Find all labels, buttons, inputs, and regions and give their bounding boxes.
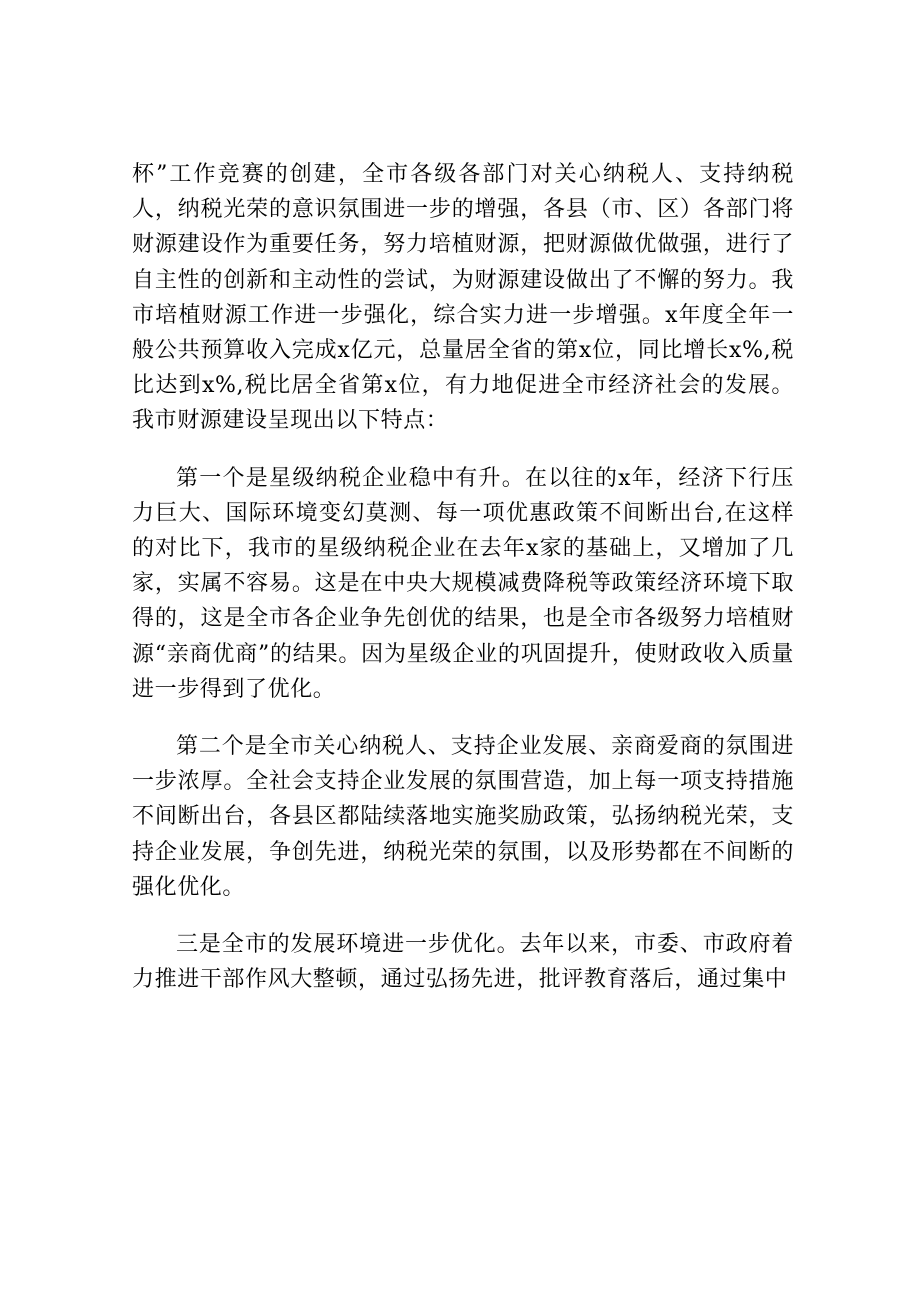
paragraph-star-taxpayers: 第一个是星级纳税企业稳中有升。在以往的x年，经济下行压力巨大、国际环境变幻莫测、每一项优惠政策不间断出台,在这样的对比下，我市的星级纳税企业在去年x家的基础上，又增加了几家，实属不容易。这是在中央大规模减费降税等政策经济环境下取得的，这是全市各企业争先创优的结果，也是全市各级努力培植财源“亲商优商”的结果。因为星级企业的巩固提升，使财政收入质量进一步得到了优化。 <box>132 465 794 702</box>
document-body <box>132 157 794 1019</box>
paragraph-continuation: 杯”工作竞赛的创建，全市各级各部门对关心纳税人、支持纳税人，纳税光荣的意识氛围进一步的增强，各县（市、区）各部门将财源建设作为重要任务，努力培植财源，把财源做优做强，进行了自主性的创新和主动性的尝试，为财源建设做出了不懈的努力。我市培植财源工作进一步强化，综合实力进一步增强。x年度全年一般公共预算收入完成x亿元，总量居全省的第x位，同比增长x%,税比达到x%,税比居全省第x位，有力地促进全市经济社会的发展。我市财源建设呈现出以下特点： <box>132 162 794 434</box>
paragraph-development-environment: 三是全市的发展环境进一步优化。去年以来，市委、市政府着力推进干部作风大整顿，通过弘扬先进，批评教育落后，通过集中 <box>132 932 794 993</box>
paragraph-business-atmosphere: 第二个是全市关心纳税人、支持企业发展、亲商爱商的氛围进一步浓厚。全社会支持企业发展的氛围营造，加上每一项支持措施不间断出台，各县区都陆续落地实施奖励政策，弘扬纳税光荣，支持企业发展，争创先进，纳税光荣的氛围，以及形势都在不间断的强化优化。 <box>132 734 794 900</box>
